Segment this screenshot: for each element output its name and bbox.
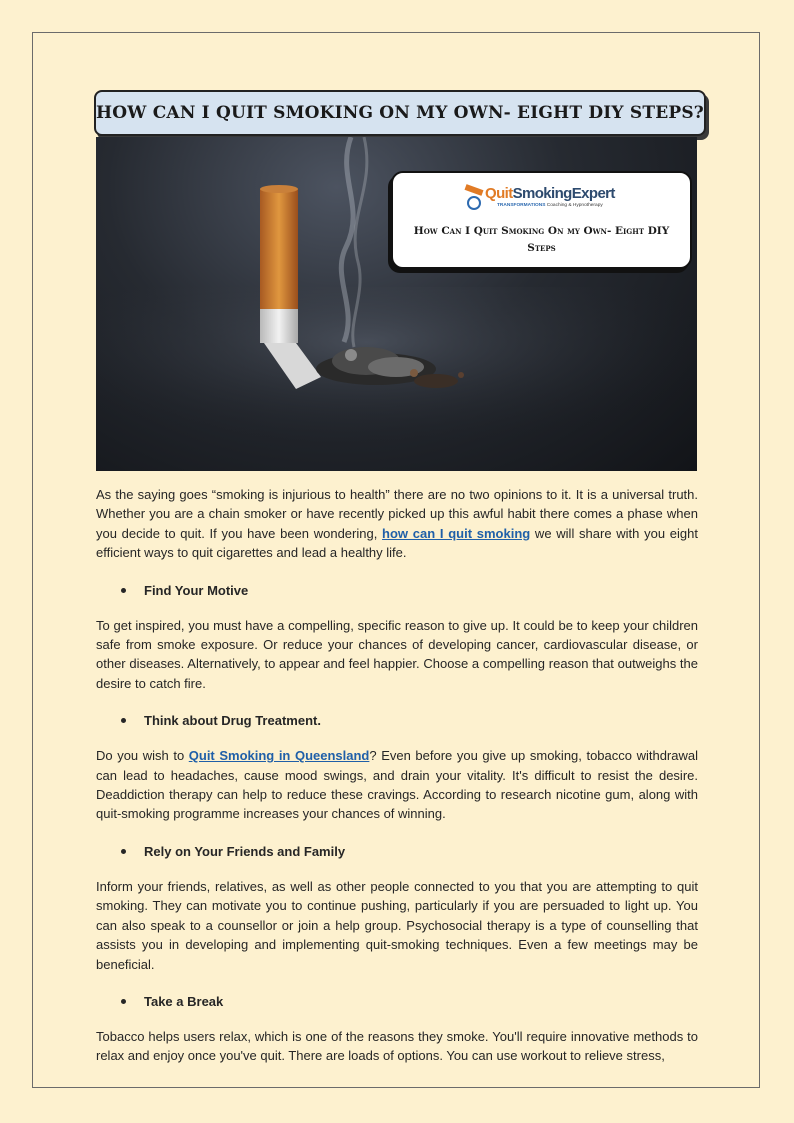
section-heading: Take a Break [96, 993, 698, 1010]
callout-title: How Can I Quit Smoking On my Own- Eight DIY Steps [413, 225, 670, 254]
intro-paragraph: As the saying goes “smoking is injurious to health” there are no two opinions to it. It is a universal truth. Whether you are a chain smoker or have recently picked up this awful habit there comes a phase when you decide to quit. If you have been wondering, how can I quit smoking we will share with you eight efficient ways to quit cigarettes and lead a healthy life. [96, 487, 698, 561]
section-paragraph: Tobacco helps users relax, which is one of the reasons they smoke. You'll require innovative methods to relax and enjoy once you've quit. There are loads of options. You can use workout to relieve stress, [96, 1028, 698, 1064]
logo-wordmark: QuitSmokingExpert [485, 185, 615, 202]
page-title: HOW CAN I QUIT SMOKING ON MY OWN- EIGHT DIY STEPS? [96, 103, 704, 123]
section-paragraph: To get inspired, you must have a compelling, specific reason to give up. It could be to keep your children safe from smoke exposure. Or reduce your chances of developing cancer, cardiovascular disease, or other diseases. Alternatively, to appear and feel happier. Choose a compelling reason that outweighs the desire to catch fire. [96, 617, 698, 691]
article-body [96, 485, 698, 1085]
how-can-i-quit-smoking-link[interactable]: how can I quit smoking [382, 525, 531, 541]
section-heading: Think about Drug Treatment. [96, 712, 698, 729]
bullet-icon [121, 849, 126, 854]
quit-smoking-queensland-link[interactable]: Quit Smoking in Queensland [188, 748, 370, 764]
section-heading: Rely on Your Friends and Family [96, 843, 698, 860]
section-paragraph: Inform your friends, relatives, as well as other people connected to you that you are attempting to quit smoking. They can motivate you to continue pushing, particularly if you are persuaded to light up. You can also speak to a counsellor or join a help group. Psychosocial therapy is a type of counselling that assists you in developing and implementing quit-smoking techniques. Even a few meetings may be beneficial. [96, 878, 698, 972]
section-paragraph: Do you wish to Quit Smoking in Queensland? Even before you give up smoking, tobacco withdrawal can lead to headaches, cause mood swings, and drain your vitality. It's difficult to resist the desire. Deaddiction therapy can help to reduce these cravings. According to research nicotine gum, along with quit-smoking programme increases your chances of winning. [96, 748, 698, 822]
logo-cigarette-icon [463, 183, 485, 211]
logo-tagline: TRANSFORMATIONS Coaching & Hypnotherapy [497, 203, 603, 208]
bullet-icon [121, 718, 126, 723]
bullet-icon [121, 588, 126, 593]
hero-callout [391, 171, 692, 269]
title-banner [94, 90, 706, 136]
section-heading: Find Your Motive [96, 582, 698, 599]
brand-logo [463, 183, 623, 213]
bullet-icon [121, 999, 126, 1004]
